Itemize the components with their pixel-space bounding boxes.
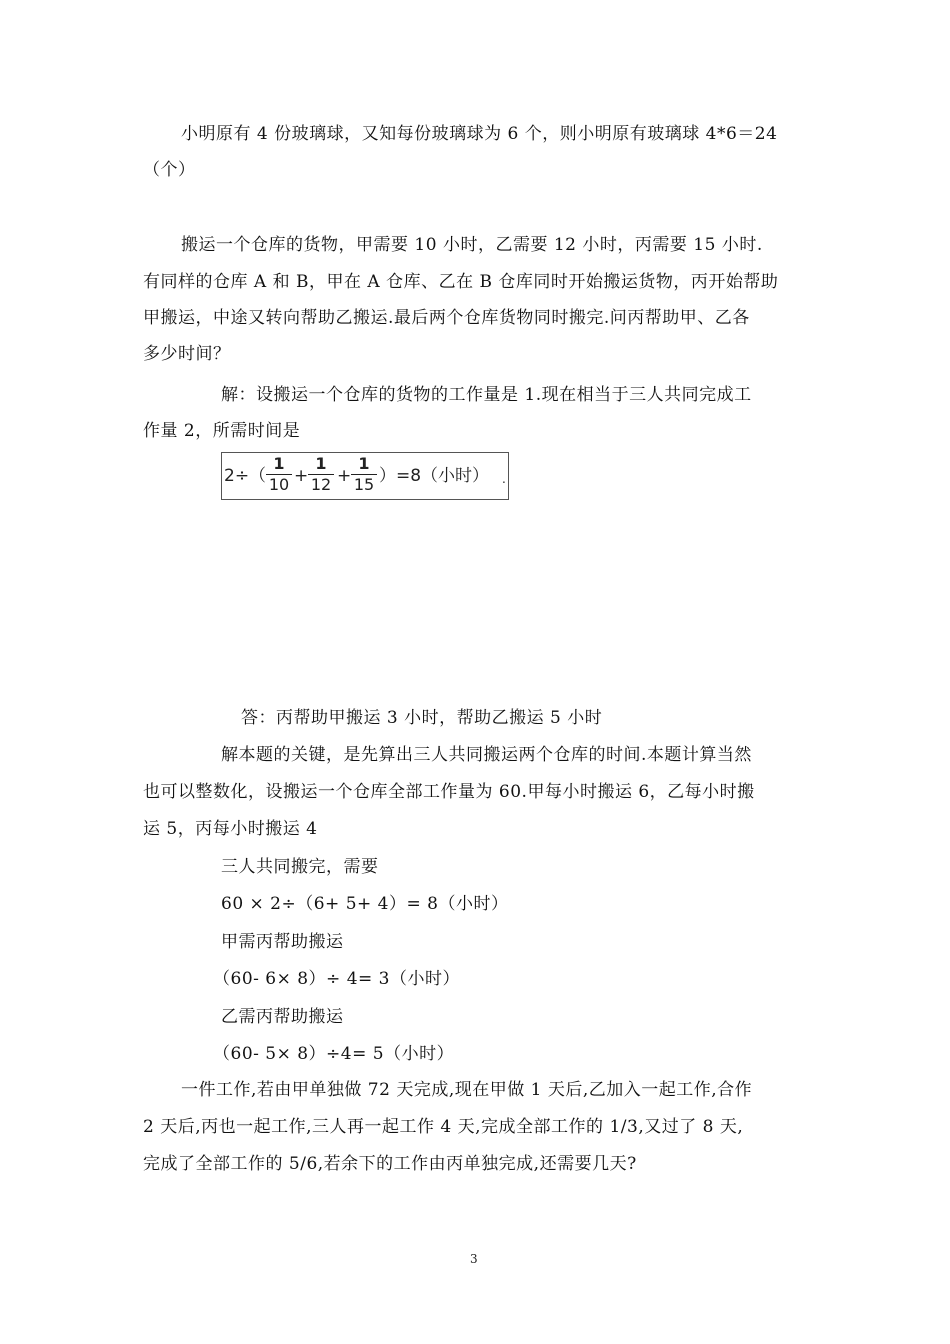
- calc-expression: 60 × 2÷（6+ 5+ 4）= 8（小时）: [221, 894, 509, 914]
- calc-label: 乙需丙帮助搬运: [221, 1007, 344, 1027]
- calc-expression: （60- 5× 8）÷4= 5（小时）: [213, 1044, 455, 1064]
- fraction-one-twelfth: 1 12: [308, 455, 334, 494]
- paragraph-line: 解本题的关键，是先算出三人共同搬运两个仓库的时间.本题计算当然: [221, 745, 752, 765]
- calc-label: 三人共同搬完，需要: [221, 857, 379, 877]
- paragraph-line: 解：设搬运一个仓库的货物的工作量是 1.现在相当于三人共同完成工: [221, 385, 752, 405]
- fraction-one-tenth: 1 10: [266, 455, 292, 494]
- page-number: 3: [470, 1252, 478, 1266]
- formula-lead: 2÷（: [224, 466, 267, 486]
- paragraph-line: 有同样的仓库 A 和 B，甲在 A 仓库、乙在 B 仓库同时开始搬运货物，丙开始帮助: [143, 272, 779, 292]
- paragraph-line: 作量 2，所需时间是: [143, 421, 301, 441]
- paragraph-line: 2 天后,丙也一起工作,三人再一起工作 4 天,完成全部工作的 1/3,又过了 8 天,: [143, 1117, 744, 1137]
- formula-image: [221, 452, 509, 500]
- formula-plus: +: [294, 466, 309, 486]
- formula-dot: .: [502, 472, 506, 486]
- paragraph-line: 完成了全部工作的 5/6,若余下的工作由丙单独完成,还需要几天?: [143, 1154, 637, 1174]
- paragraph-line: 搬运一个仓库的货物，甲需要 10 小时，乙需要 12 小时，丙需要 15 小时.: [181, 235, 763, 255]
- formula-plus: +: [337, 466, 352, 486]
- paragraph-line: 甲搬运，中途又转向帮助乙搬运.最后两个仓库货物同时搬完.问丙帮助甲、乙各: [143, 308, 750, 328]
- paragraph-line: （个）: [143, 160, 196, 180]
- formula-tail: ）=8（小时）: [379, 466, 490, 486]
- calc-expression: （60- 6× 8）÷ 4= 3（小时）: [213, 969, 460, 989]
- answer-line: 答：丙帮助甲搬运 3 小时，帮助乙搬运 5 小时: [241, 708, 603, 728]
- paragraph-line: 运 5，丙每小时搬运 4: [143, 819, 318, 839]
- paragraph-line: 也可以整数化，设搬运一个仓库全部工作量为 60.甲每小时搬运 6，乙每小时搬: [143, 782, 755, 802]
- paragraph-line: 小明原有 4 份玻璃球，又知每份玻璃球为 6 个，则小明原有玻璃球 4*6＝24: [181, 124, 778, 144]
- calc-label: 甲需丙帮助搬运: [221, 932, 344, 952]
- paragraph-line: 多少时间？: [143, 344, 231, 364]
- fraction-one-fifteenth: 1 15: [351, 455, 377, 494]
- paragraph-line: 一件工作,若由甲单独做 72 天完成,现在甲做 1 天后,乙加入一起工作,合作: [181, 1080, 753, 1100]
